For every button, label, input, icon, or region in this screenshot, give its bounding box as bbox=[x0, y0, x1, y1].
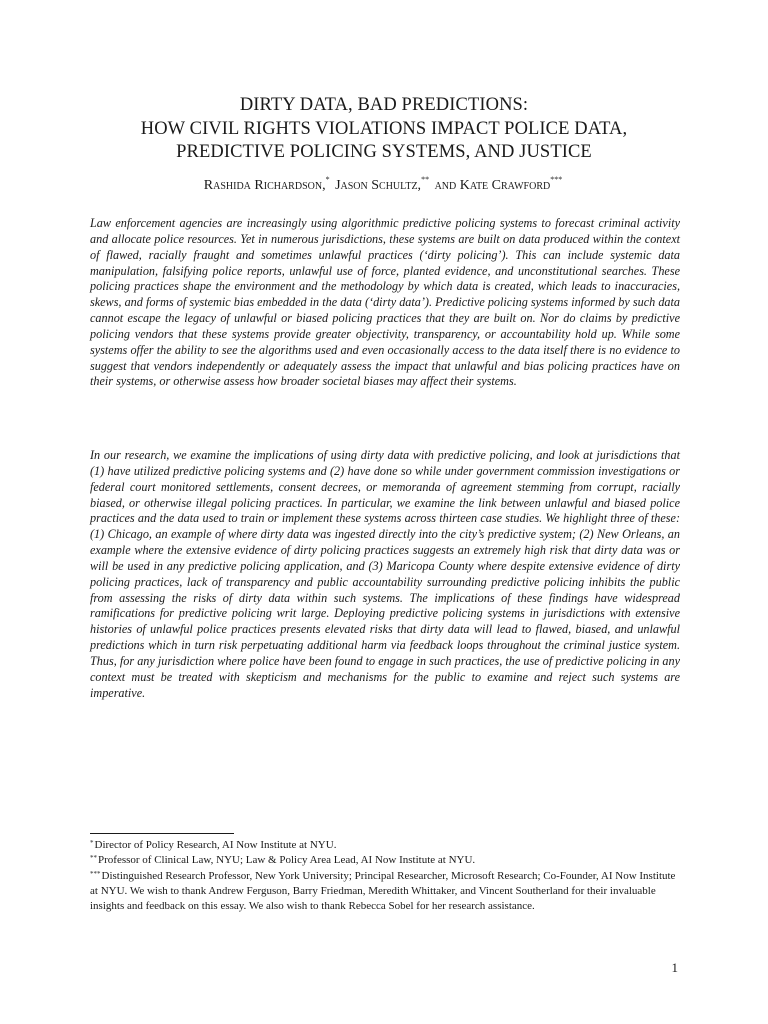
footnotes bbox=[90, 838, 680, 914]
author-line bbox=[60, 175, 708, 194]
footnote-2 bbox=[90, 853, 680, 868]
footnote-3-marker: *** bbox=[90, 869, 101, 878]
footnote-marker-3: *** bbox=[550, 175, 563, 184]
footnote-1-marker: * bbox=[90, 839, 94, 847]
author-crawford: and Kate Crawford bbox=[434, 178, 551, 193]
title-line-1: DIRTY DATA, BAD PREDICTIONS: bbox=[239, 95, 529, 115]
abstract-paragraph-2: In our research, we examine the implications of using dirty data with predictive policing, and look at jurisdictions that (1) have utilized predictive policing systems and (2) have done so while under government commission investigations or federal court monitored settlements, consent decrees, or memoranda of agreement stemming from corrupt, racially biased, or otherwise illegal policing practices. In particular, we examine the link between unlawful and biased police practices and the data used to train or implement these systems across thirteen case studies. We highlight three of these: (1) Chicago, an example of where dirty data was ingested directly into the city’s predictive system; (2) New Orleans, an example where the extensive evidence of dirty policing practices suggests an extremely high risk that dirty data was or will be used in any predictive policing application, and (3) Maricopa County where despite extensive evidence of dirty policing practices, lack of transparency and public accountability surrounding predictive policing inhibits the public from assessing the risks of dirty data within such systems. The implications of these findings have widespread ramifications for predictive policing writ large. Deploying predictive policing systems in jurisdictions with extensive histories of unlawful police practices presents elevated risks that dirty data will lead to flawed, biased, and unlawful predictions which in turn risk perpetuating additional harm via feedback loops throughout the criminal justice system. Thus, for any jurisdiction where police have been found to engage in such practices, the use of predictive policing in any context must be treated with skepticism and mechanisms for the public to examine and reject such systems are imperative. bbox=[90, 448, 680, 700]
footnote-2-marker: ** bbox=[90, 854, 97, 863]
footnote-3 bbox=[90, 869, 680, 915]
title-line-3: PREDICTIVE POLICING SYSTEMS, AND JUSTICE bbox=[176, 142, 592, 162]
page-number: 1 bbox=[671, 960, 678, 975]
footnote-2-text: Professor of Clinical Law, NYU; Law & Policy Area Lead, AI Now Institute at NYU. bbox=[98, 854, 476, 867]
footnote-separator bbox=[90, 833, 234, 834]
abstract-paragraph-1: Law enforcement agencies are increasingly using algorithmic predictive policing systems to forecast criminal activity and allocate police resources. Yet in numerous jurisdictions, these systems are built on data produced within the context of flawed, racially fraught and sometimes unlawful practices (‘dirty policing’). This can include systemic data manipulation, falsifying police reports, unlawful use of force, planted evidence, and unconstitutional searches. These policing practices shape the environment and the methodology by which data is created, which leads to inaccuracies, skews, and forms of systemic bias embedded in the data (‘dirty data’). Predictive policing systems informed by such data cannot escape the legacy of unlawful or biased policing practices that they are built on. Nor do claims by predictive policing vendors that these systems provide greater objectivity, transparency, or accountability hold up. While some systems offer the ability to see the algorithms used and even occasionally access to the data itself there is no evidence to suggest that vendors independently or adequately assess the impact that unlawful and bias policing practices have on their systems, or otherwise assess how broader societal biases may affect their systems. bbox=[90, 216, 680, 389]
title-line-2: HOW CIVIL RIGHTS VIOLATIONS IMPACT POLICE DATA, bbox=[140, 118, 628, 139]
footnote-1 bbox=[90, 838, 680, 853]
footnote-1-text: Director of Policy Research, AI Now Institute at NYU. bbox=[94, 839, 337, 851]
footnote-marker-2: ** bbox=[421, 175, 430, 184]
footnote-marker-1: * bbox=[325, 175, 330, 184]
author-richardson: Rashida Richardson, bbox=[203, 178, 326, 193]
footnote-3-text: Distinguished Research Professor, New York University; Principal Researcher, Microsoft Research; Co-Founder, AI Now Institute at NYU. We wish to thank Andrew Ferguson, Barry Friedman, Meredith Whittaker, and Vincent Southerland for their invaluable insights and feedback on this essay. We also wish to thank Rebecca Sobel for her research assistance. bbox=[90, 869, 676, 913]
author-schultz: Jason Schultz, bbox=[335, 178, 422, 193]
paper-title bbox=[60, 94, 708, 165]
